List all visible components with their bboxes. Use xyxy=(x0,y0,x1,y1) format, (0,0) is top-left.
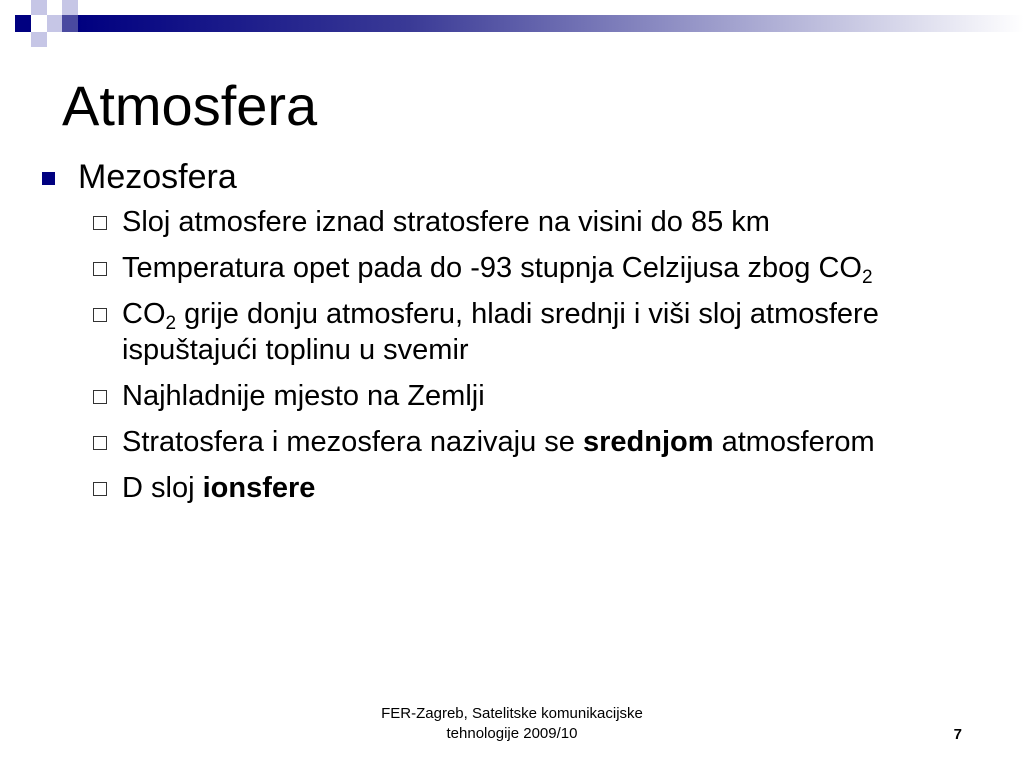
hollow-square-bullet-icon xyxy=(93,436,107,450)
hollow-square-bullet-icon xyxy=(93,482,107,496)
list-item xyxy=(40,296,990,368)
list-item-text-tail: atmosferom xyxy=(713,426,875,458)
main-bullet-text: Mezosfera xyxy=(78,158,237,196)
footer-line-1: FER-Zagreb, Satelitske komunikacijske xyxy=(381,705,643,722)
list-item-text: Sloj atmosfere iznad stratosfere na visini do 85 km xyxy=(122,206,770,238)
slide-footer xyxy=(352,704,672,744)
hollow-square-bullet-icon xyxy=(93,390,107,404)
footer-line-2: tehnologije 2009/10 xyxy=(446,725,578,742)
bold-term: ionsfere xyxy=(202,472,316,504)
hollow-square-bullet-icon xyxy=(93,216,107,230)
sub-bullet-list xyxy=(40,204,990,506)
list-item-text: Stratosfera i mezosfera nazivaju se xyxy=(122,426,583,458)
list-item xyxy=(40,424,990,460)
page-number: 7 xyxy=(953,726,962,743)
list-item-text: CO xyxy=(122,298,166,330)
hollow-square-bullet-icon xyxy=(93,308,107,322)
main-bullet-item xyxy=(40,154,990,200)
header-decoration xyxy=(0,0,1024,60)
list-item-text-tail: grije donju atmosferu, hladi srednji i viši sloj atmosfere ispuštajući toplinu u svemir xyxy=(122,298,879,366)
list-item-text: Temperatura opet pada do -93 stupnja Celzijusa zbog CO xyxy=(122,252,862,284)
list-item-text: D sloj xyxy=(122,472,203,504)
hollow-square-bullet-icon xyxy=(93,262,107,276)
subscript-text: 2 xyxy=(861,267,873,288)
list-item xyxy=(40,250,990,286)
list-item xyxy=(40,378,990,414)
subscript-text: 2 xyxy=(165,313,177,334)
square-bullet-icon xyxy=(42,172,55,185)
slide-content xyxy=(40,154,990,516)
list-item-text: Najhladnije mjesto na Zemlji xyxy=(122,380,485,412)
slide-title: Atmosfera xyxy=(62,74,318,137)
bold-term: srednjom xyxy=(582,426,714,458)
list-item xyxy=(40,470,990,506)
list-item xyxy=(40,204,990,240)
